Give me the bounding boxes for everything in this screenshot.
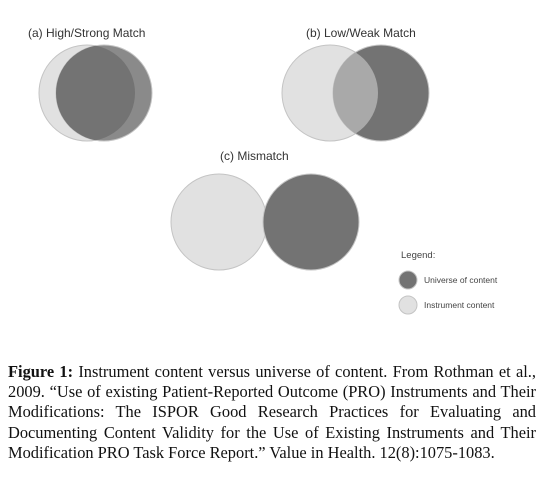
legend	[399, 250, 498, 314]
panel-c-title: (c) Mismatch	[220, 149, 289, 163]
legend-swatch-instrument-content	[399, 296, 417, 314]
panel-c-instrument-content-circle	[171, 174, 267, 270]
panel-c-universe-of-content-circle	[263, 174, 359, 270]
panel-a-high-strong-match	[28, 26, 152, 141]
panel-c-mismatch	[171, 149, 359, 270]
legend-title: Legend:	[401, 250, 436, 261]
legend-swatch-universe-of-content	[399, 271, 417, 289]
legend-label-universe-of-content: Universe of content	[424, 275, 498, 285]
caption-text: Instrument content versus universe of content. From Rothman et al., 2009. “Use of existing Patient-Reported Outcome (PRO) Instruments and Their Modifications: The ISPOR Good Research Practices for Evaluating and Documenting Content Validity for the Use of Existing Instruments and Their Modification PRO Task Force Report.” Value in Health. 12(8):1075-1083.	[8, 362, 536, 462]
caption-figure-label: Figure 1:	[8, 362, 74, 381]
panel-b-title: (b) Low/Weak Match	[306, 26, 416, 40]
panel-a-title: (a) High/Strong Match	[28, 26, 146, 40]
panel-b-low-weak-match	[282, 26, 429, 141]
legend-label-instrument-content: Instrument content	[424, 300, 495, 310]
figure-caption	[8, 362, 536, 463]
